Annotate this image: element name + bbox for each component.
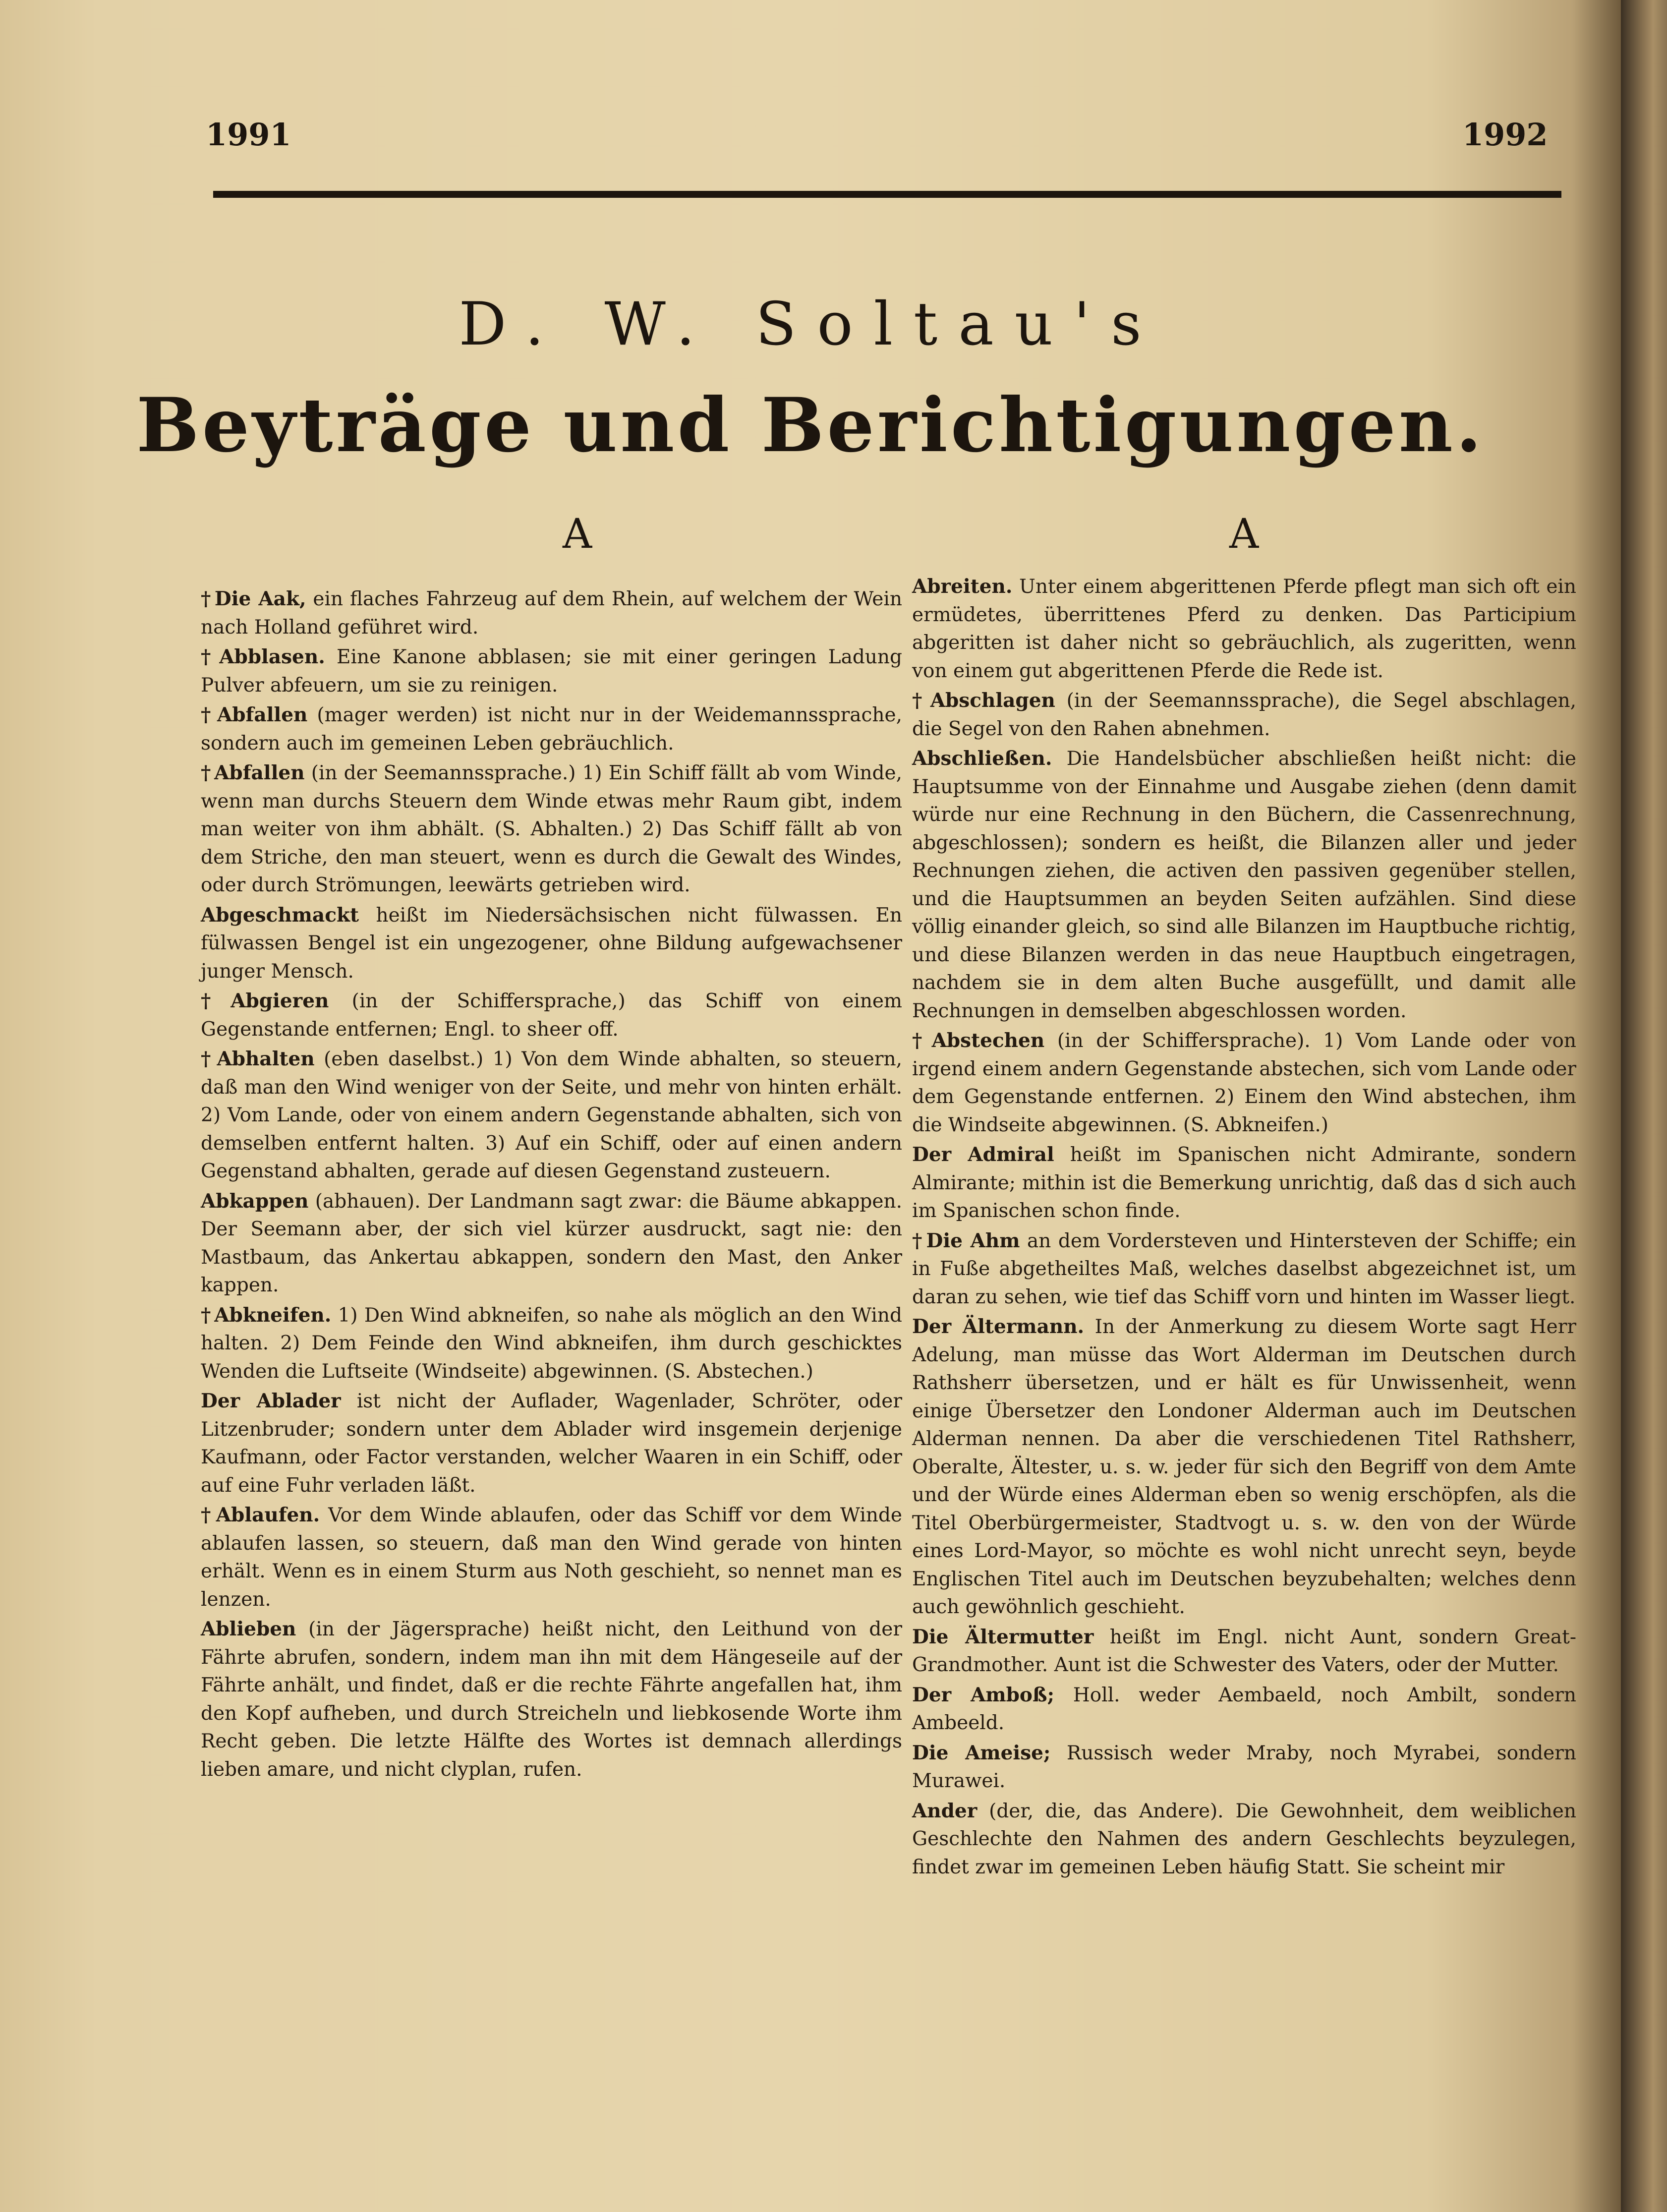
dictionary-entry: [201, 901, 902, 986]
entry-term: Abhalten: [217, 1048, 315, 1070]
dictionary-entry: [201, 1301, 902, 1386]
entry-text: Vor dem Winde ablaufen, oder das Schiff vor dem Winde ablaufen lassen, so steuern, daß man den Wind gerade von hinten erhält. Wenn es in einem Sturm aus Noth geschieht, so nennet man es lenzen.: [201, 1504, 902, 1611]
entry-text: ist nicht der Auflader, Wagenlader, Schröter, oder Litzenbruder; sondern unter dem Ablader wird insgemein derjenige Kaufmann, oder Factor verstanden, welcher Waaren in ein Schiff, oder auf eine Fuhr verladen läßt.: [201, 1390, 902, 1497]
page-number-left: 1991: [206, 116, 291, 153]
right-column: [912, 573, 1576, 1883]
entry-text: heißt im Niedersächsischen nicht fülwassen. En fülwassen Bengel ist ein ungezogener, ohne Bildung aufgewachsener junger Mensch.: [201, 904, 902, 983]
dagger-mark: †: [201, 1303, 212, 1327]
entry-term: Der Ältermann.: [912, 1315, 1085, 1338]
entry-term: Der Admiral: [912, 1143, 1054, 1166]
dictionary-entry: [201, 701, 902, 757]
entry-text: heißt im Engl. nicht Aunt, sondern Great-Grandmother. Aunt ist die Schwester des Vaters, oder der Mutter.: [912, 1626, 1577, 1676]
entry-term: Abkneifen.: [214, 1303, 332, 1327]
dictionary-entry: [912, 745, 1576, 1025]
dictionary-entry: [201, 1387, 902, 1500]
title-author: D. W. Soltau's: [459, 290, 1162, 359]
left-column: [201, 585, 902, 1785]
dictionary-entry: [912, 573, 1576, 685]
dagger-mark: †: [912, 1229, 923, 1252]
dictionary-entry: [201, 1045, 902, 1186]
dagger-mark: †: [201, 645, 217, 668]
entry-text: (abhauen). Der Landmann sagt zwar: die Bäume abkappen. Der Seemann aber, der sich viel kürzer ausdruckt, sagt nie: den Mastbaum, das Ankertau abkappen, sondern den Mast, den Anker kappen.: [201, 1190, 902, 1296]
entry-text: an dem Vordersteven und Hintersteven der Schiffe; ein in Fuße abgetheiltes Maß, welches daselbst abgezeichnet ist, um daran zu sehen, wie tief das Schiff vorn und hinten im Wasser liegt.: [912, 1229, 1576, 1308]
entry-term: Abfallen: [214, 761, 305, 784]
entry-text: Eine Kanone abblasen; sie mit einer geringen Ladung Pulver abfeuern, um sie zu reinigen.: [201, 646, 902, 697]
entry-term: Abschließen.: [912, 747, 1052, 770]
dagger-mark: †: [201, 703, 215, 726]
dictionary-entry: [912, 1681, 1576, 1738]
entry-text: (in der Seemannssprache), die Segel abschlagen, die Segel von den Rahen abnehmen.: [912, 690, 1576, 740]
entry-term: Abreiten.: [912, 575, 1013, 598]
dictionary-entry: [201, 759, 902, 900]
entry-text: (in der Seemannssprache.) 1) Ein Schiff fällt ab vom Winde, wenn man durchs Steuern dem Winde etwas mehr Raum gibt, indem man weiter von ihm abhält. (S. Abhalten.) 2) Das Schiff fällt ab von dem Striche, den man steuert, wenn es durch die Gewalt des Windes, oder durch Strömungen, leewärts getrieben wird.: [201, 762, 902, 896]
entry-text: Russisch weder Mraby, noch Myrabei, sondern Murawei.: [912, 1742, 1576, 1792]
column-head-left: A: [563, 511, 592, 558]
dictionary-entry: [201, 987, 902, 1044]
dictionary-entry: [201, 585, 902, 641]
entry-term: Abfallen: [217, 703, 308, 726]
column-head-right: A: [1229, 511, 1259, 558]
entry-text: Unter einem abgerittenen Pferde pflegt man sich oft ein ermüdetes, überrittenes Pferd zu denken. Das Participium abgeritten ist daher nicht so gebräuchlich, als zugeritten, wenn von einem gut abgerittenen Pferde die Rede ist.: [912, 576, 1576, 682]
dagger-mark: †: [201, 587, 212, 610]
entry-term: Der Amboß;: [912, 1683, 1054, 1706]
book-gutter: [1621, 0, 1667, 2212]
entry-term: Die Ahm: [926, 1229, 1020, 1252]
entry-term: Die Ameise;: [912, 1741, 1051, 1764]
entry-term: Abgieren: [230, 990, 329, 1012]
dictionary-entry: [201, 1501, 902, 1614]
entry-text: ein flaches Fahrzeug auf dem Rhein, auf welchem der Wein nach Holland geführet wird.: [201, 588, 902, 639]
dictionary-entry: [912, 1227, 1576, 1312]
dictionary-entry: [912, 1623, 1576, 1680]
dagger-mark: †: [201, 1504, 213, 1526]
entry-term: Abkappen: [201, 1189, 309, 1213]
entry-term: Abstechen: [931, 1029, 1045, 1052]
dictionary-entry: [912, 1797, 1576, 1882]
entry-term: Die Ältermutter: [912, 1625, 1094, 1648]
dictionary-entry: [912, 687, 1576, 743]
dictionary-entry: [201, 1615, 902, 1784]
dictionary-entry: [201, 643, 902, 699]
dictionary-entry: [912, 1027, 1576, 1139]
entry-term: Der Ablader: [201, 1390, 341, 1412]
dagger-mark: †: [912, 1029, 929, 1052]
entry-term: Ablieben: [201, 1618, 296, 1640]
dictionary-entry: [912, 1313, 1576, 1622]
dictionary-entry: [201, 1187, 902, 1300]
entry-text: (mager werden) ist nicht nur in der Weidemannssprache, sondern auch im gemeinen Leben gebräuchlich.: [201, 704, 902, 755]
header-rule: [213, 191, 1561, 198]
entry-text: (eben daselbst.) 1) Von dem Winde abhalten, so steuern, daß man den Wind weniger von der Seite, und mehr von hinten erhält. 2) Vom Lande, oder von einem andern Gegenstande abhalten, sich von demselben entfernt halten. 3) Auf ein Schiff, oder auf einen andern Gegenstand abhalten, gerade auf diesen Gegenstand zusteuern.: [201, 1048, 902, 1182]
title-main: Beyträge und Berichtigungen.: [136, 382, 1485, 469]
entry-text: In der Anmerkung zu diesem Worte sagt Herr Adelung, man müsse das Wort Alderman im Deutschen durch Rathsherr übersetzen, und er hält es für Unwissenheit, wenn einige Übersetzer den Londoner Alderman auch im Deutschen Alderman nennen. Da aber die verschiedenen Titel Rathsherr, Oberalte, Ältester, u. s. w. jeder für sich den Begriff von dem Amte und der Würde eines Alderman eben so wenig erschöpfen, als die Titel Oberbürgermeister, Stadtvogt u. s. w. den von der Würde eines Lord-Mayor, so möchte es wohl nicht unrecht seyn, beyde Englischen Titel auch im Deutschen beyzubehalten; welches denn auch gewöhnlich geschieht.: [912, 1316, 1576, 1618]
entry-text: (in der Schiffersprache). 1) Vom Lande oder von irgend einem andern Gegenstande abstechen, sich vom Lande oder dem Gegenstande entfernen. 2) Einem den Wind abstechen, ihm die Windseite abgewinnen. (S. Abkneifen.): [912, 1030, 1576, 1136]
dictionary-entry: [912, 1141, 1576, 1225]
entry-text: 1) Den Wind abkneifen, so nahe als möglich an den Wind halten. 2) Dem Feinde den Wind abkneifen, ihm durch geschicktes Wenden die Luftseite (Windseite) abgewinnen. (S. Abstechen.): [201, 1304, 902, 1383]
entry-term: Ablaufen.: [216, 1504, 320, 1526]
entry-text: (in der Schiffersprache,) das Schiff von einem Gegenstande entfernen; Engl. to sheer off.: [201, 990, 902, 1041]
dagger-mark: †: [201, 761, 212, 784]
entry-term: Abschlagen: [930, 689, 1055, 712]
entry-term: Ander: [912, 1799, 977, 1822]
dagger-mark: †: [912, 689, 927, 712]
dagger-mark: †: [201, 1048, 214, 1070]
entry-term: Die Aak,: [214, 587, 306, 610]
page-number-right: 1992: [1462, 116, 1548, 153]
entry-text: heißt im Spanischen nicht Admirante, sondern Almirante; mithin ist die Bemerkung unrichtig, daß das d sich auch im Spanischen schon finde.: [912, 1144, 1576, 1222]
entry-text: Die Handelsbücher abschließen heißt nicht: die Hauptsumme von der Einnahme und Ausgabe ziehen (denn damit würde nur eine Rechnung in den Büchern, die Cassenrechnung, abgeschlossen); sondern es heißt, die Bilanzen aller und jeder Rechnungen ziehen, die activen den passiven gegenüber stellen, und die Hauptsummen an beyden Seiten aufzählen. Sind diese völlig einander gleich, so sind alle Bilanzen im Hauptbuche richtig, und diese Bilanzen werden in das neue Hauptbuch eingetragen, nachdem sie in dem alten Buche ausgefüllt, und damit alle Rechnungen in demselben abgeschlossen worden.: [912, 748, 1576, 1022]
dictionary-entry: [912, 1739, 1576, 1796]
dagger-mark: †: [201, 990, 228, 1012]
entry-text: (in der Jägersprache) heißt nicht, den Leithund von der Fährte abrufen, sondern, indem man ihn mit dem Hängeseile auf der Fährte anhält, und findet, daß er die rechte Fährte angefallen hat, ihm den Kopf aufheben, und durch Streicheln und liebkosende Worte ihm Recht geben. Die letzte Hälfte des Wortes ist demnach allerdings lieben amare, und nicht clyplan, rufen.: [201, 1618, 902, 1781]
entry-term: Abblasen.: [219, 645, 325, 668]
entry-text: (der, die, das Andere). Die Gewohnheit, dem weiblichen Geschlechte den Nahmen des andern Geschlechts beyzulegen, findet zwar im gemeinen Leben häufig Statt. Sie scheint mir: [912, 1800, 1576, 1878]
entry-text: Holl. weder Aembaeld, noch Ambilt, sondern Ambeeld.: [912, 1684, 1577, 1734]
entry-term: Abgeschmackt: [201, 903, 359, 927]
